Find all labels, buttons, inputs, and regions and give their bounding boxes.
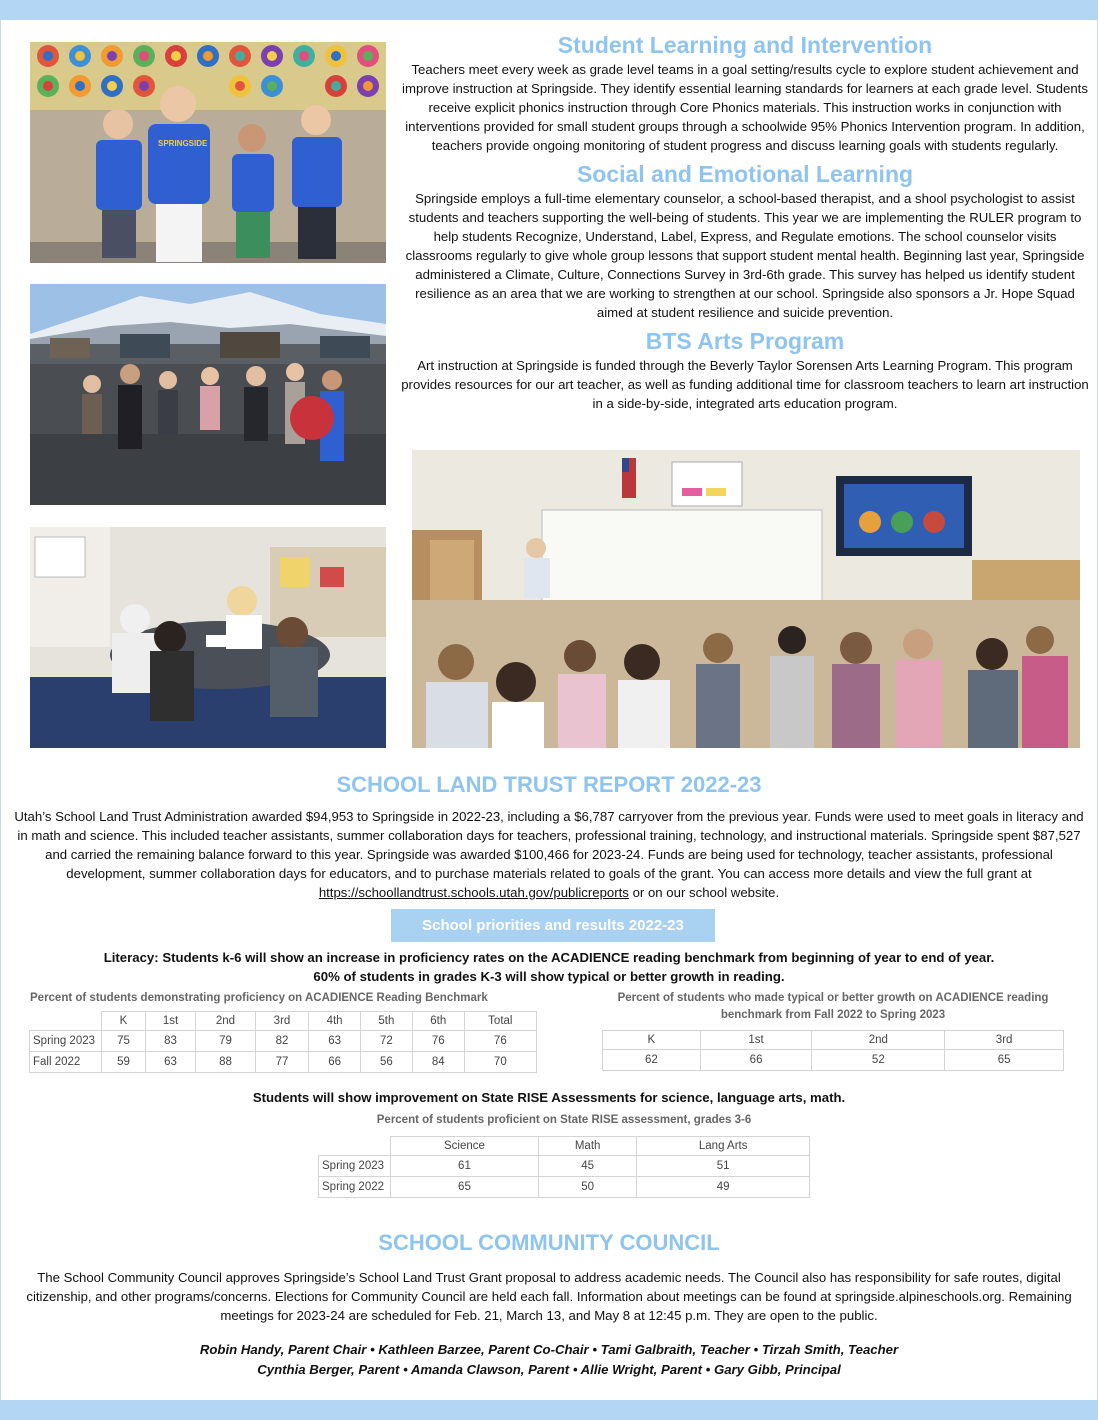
table-row bbox=[319, 1177, 810, 1198]
table1-caption: Percent of students demonstrating proficiency on ACADIENCE Reading Benchmark bbox=[30, 992, 488, 1004]
literacy-goal-2: 60% of students in grades K-3 will show typical or better growth in reading. bbox=[313, 969, 785, 984]
land-trust-heading: SCHOOL LAND TRUST REPORT 2022-23 bbox=[336, 772, 762, 797]
table-header-cell: 1st bbox=[700, 1031, 812, 1050]
table-cell: 84 bbox=[412, 1052, 464, 1073]
top-band bbox=[0, 0, 1098, 20]
table-cell: 65 bbox=[945, 1050, 1064, 1071]
table-header-row bbox=[30, 1012, 537, 1031]
table-cell: 79 bbox=[196, 1031, 256, 1052]
right-text-column bbox=[400, 32, 1090, 419]
land-trust-text-a: Utah’s School Land Trust Administration awarded $94,953 to Springside in 2022-23, including a $6,787 carryover from the previous year. Funds were used to meet goals in literacy and in math and science. This included teacher assistants, summer collaboration days for teachers, professional training, technology, and instructional materials. Springside spent $87,527 and carried the remaining balance forward to this year. Springside was awarded $100,466 for 2023-24. Funds are being used for technology, teacher assistants, professional development, summer collaboration days for educators, and to purchase materials related to goals of the grant. You can access more details and view the full grant at bbox=[14, 809, 1084, 881]
council-members-line1: Robin Handy, Parent Chair • Kathleen Barzee, Parent Co-Chair • Tami Galbraith, Teacher • Tirzah Smith, Teacher bbox=[199, 1342, 899, 1357]
table-header-cell: K bbox=[603, 1031, 701, 1050]
row-label: Spring 2022 bbox=[319, 1177, 391, 1198]
photo-classroom-art-lesson bbox=[412, 450, 1080, 748]
table-cell: 49 bbox=[637, 1177, 810, 1198]
land-trust-body bbox=[12, 807, 1086, 902]
table-header-cell: 1st bbox=[145, 1012, 195, 1031]
table-cell: 66 bbox=[700, 1050, 812, 1071]
land-trust-text-b: or on our school website. bbox=[628, 885, 780, 900]
table-header-cell: K bbox=[102, 1012, 146, 1031]
table-cell: 66 bbox=[309, 1052, 361, 1073]
table2-caption bbox=[598, 990, 1068, 1024]
literacy-goal-1: Literacy: Students k-6 will show an increase in proficiency rates on the ACADIENCE reading benchmark from beginning of year to end of year. bbox=[103, 950, 995, 965]
table-row bbox=[319, 1156, 810, 1177]
left-edge bbox=[0, 20, 1, 1400]
table2-caption-line1: Percent of students who made typical or better growth on ACADIENCE reading bbox=[617, 992, 1049, 1004]
sel-heading: Social and Emotional Learning bbox=[576, 161, 914, 187]
learning-body: Teachers meet every week as grade level teams in a goal setting/results cycle to explore student achievement and improve instruction at Springside. They identify essential learning standards for learners at each grade level. Students receive explicit phonics instruction through Core Phonics materials. This instruction works in conjunction with interventions provided for small student groups through a schoolwide 95% Phonics Intervention program. In addition, teachers provide ongoing monitoring of student progress and discuss learning goals with students regularly. bbox=[402, 62, 1088, 153]
table-corner bbox=[319, 1137, 391, 1156]
council-members-line2: Cynthia Berger, Parent • Amanda Clawson, Parent • Allie Wright, Parent • Gary Gibb, Principal bbox=[257, 1362, 841, 1377]
acadience-growth-table bbox=[602, 1030, 1064, 1071]
table-cell: 61 bbox=[391, 1156, 539, 1177]
row-label: Spring 2023 bbox=[319, 1156, 391, 1177]
table-header-cell: Lang Arts bbox=[637, 1137, 810, 1156]
table-cell: 83 bbox=[145, 1031, 195, 1052]
table-cell: 52 bbox=[812, 1050, 945, 1071]
public-reports-link[interactable]: https://schoollandtrust.schools.utah.gov/publicreports bbox=[318, 885, 629, 900]
table-corner bbox=[30, 1012, 102, 1031]
acadience-proficiency-table bbox=[29, 1011, 537, 1073]
table-cell: 77 bbox=[255, 1052, 308, 1073]
priorities-label: School priorities and results 2022-23 bbox=[391, 909, 715, 942]
table2-caption-line2: benchmark from Fall 2022 to Spring 2023 bbox=[720, 1009, 946, 1021]
learning-heading: Student Learning and Intervention bbox=[557, 32, 933, 58]
rise-goal: Students will show improvement on State RISE Assessments for science, language arts, math. bbox=[252, 1090, 846, 1105]
table-cell: 75 bbox=[102, 1031, 146, 1052]
table-cell: 63 bbox=[309, 1031, 361, 1052]
table-header-cell: 2nd bbox=[812, 1031, 945, 1050]
table-cell: 45 bbox=[538, 1156, 636, 1177]
table-header-cell: Science bbox=[391, 1137, 539, 1156]
table-cell: 56 bbox=[361, 1052, 413, 1073]
table-cell: 88 bbox=[196, 1052, 256, 1073]
table-header-row bbox=[603, 1031, 1064, 1050]
table-header-cell: Math bbox=[538, 1137, 636, 1156]
table-row bbox=[30, 1052, 537, 1073]
table-cell: 65 bbox=[391, 1177, 539, 1198]
table-header-cell: 4th bbox=[309, 1012, 361, 1031]
photo-students-blue-shirts bbox=[30, 42, 386, 263]
table-cell: 76 bbox=[464, 1031, 536, 1052]
bottom-band bbox=[0, 1400, 1098, 1420]
table-cell: 51 bbox=[637, 1156, 810, 1177]
table-header-row bbox=[319, 1137, 810, 1156]
table3-caption: Percent of students proficient on State RISE assessment, grades 3-6 bbox=[376, 1114, 752, 1126]
table-cell: 82 bbox=[255, 1031, 308, 1052]
table-cell: 70 bbox=[464, 1052, 536, 1073]
table-header-cell: 3rd bbox=[945, 1031, 1064, 1050]
table-header-cell: 6th bbox=[412, 1012, 464, 1031]
arts-heading: BTS Arts Program bbox=[645, 328, 845, 354]
council-body: The School Community Council approves Springside’s School Land Trust Grant proposal to address academic needs. The Council also has responsibility for safe routes, digital citizenship, and other programs/concerns. Elections for Community Council are held each fall. Information about meetings can be found at springside.alpineschools.org. Remaining meetings for 2023-24 are scheduled for Feb. 21, March 13, and May 8 at 12:45 p.m. They are open to the public. bbox=[26, 1270, 1072, 1323]
photo-small-group-table bbox=[30, 527, 386, 748]
sel-body: Springside employs a full-time elementary counselor, a school-based therapist, and a shool psychologist to assist students and teachers supporting the well-being of students. This year we are implementing the RULER program to help students Recognize, Understand, Label, Express, and Regulate emotions. The school counselor visits classrooms regularly to give whole group lessons that support student mental health. Beginning last year, Springside administered a Climate, Culture, Connections Survey in 3rd-6th grade. This survey has helped us identify student resilience as an area that we are working to strengthen at our school. Springside also sponsors a Jr. Hope Squad aimed at student resilience and suicide prevention. bbox=[405, 191, 1085, 320]
table-cell: 62 bbox=[603, 1050, 701, 1071]
row-label: Spring 2023 bbox=[30, 1031, 102, 1052]
row-label: Fall 2022 bbox=[30, 1052, 102, 1073]
arts-body: Art instruction at Springside is funded through the Beverly Taylor Sorensen Arts Learning Program. This program provides resources for our art teacher, as well as funding additional time for classroom teachers to learn art instruction in a side-by-side, integrated arts education program. bbox=[401, 358, 1089, 411]
table-cell: 72 bbox=[361, 1031, 413, 1052]
photo-playground-mountain bbox=[30, 284, 386, 505]
shirt-text: SPRINGSIDE bbox=[158, 139, 208, 148]
table-header-cell: 5th bbox=[361, 1012, 413, 1031]
table-cell: 63 bbox=[145, 1052, 195, 1073]
table-cell: 50 bbox=[538, 1177, 636, 1198]
rise-proficiency-table bbox=[318, 1136, 810, 1198]
table-header-cell: 2nd bbox=[196, 1012, 256, 1031]
table-row bbox=[603, 1050, 1064, 1071]
council-heading: SCHOOL COMMUNITY COUNCIL bbox=[378, 1230, 720, 1255]
table-cell: 76 bbox=[412, 1031, 464, 1052]
table-cell: 59 bbox=[102, 1052, 146, 1073]
table-header-cell: 3rd bbox=[255, 1012, 308, 1031]
table-header-cell: Total bbox=[464, 1012, 536, 1031]
table-row bbox=[30, 1031, 537, 1052]
